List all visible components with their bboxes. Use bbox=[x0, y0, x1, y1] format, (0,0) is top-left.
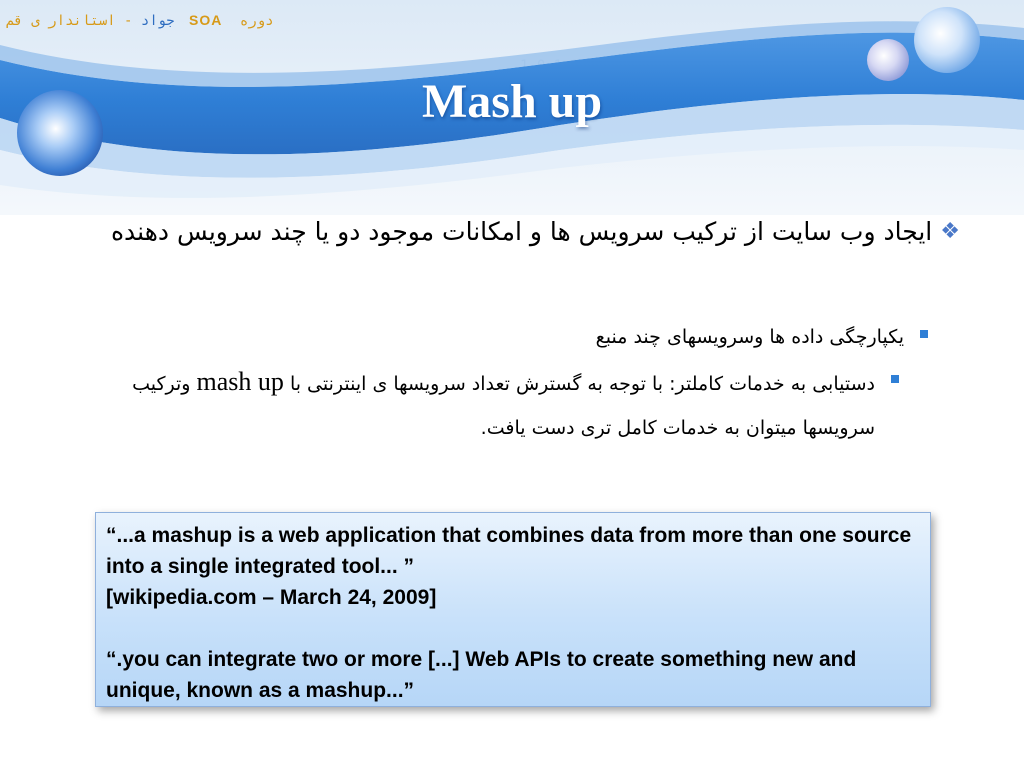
caption-right-word: دوره bbox=[239, 13, 274, 29]
sub-bullet-2-text-after: وترکیب سرویسها میتوان به خدمات کامل تری دست یافت. bbox=[132, 373, 875, 439]
caption-soa: SOA bbox=[189, 12, 223, 28]
sub-bullet-1 bbox=[64, 315, 904, 359]
diamond-cluster-icon: ❖ bbox=[940, 219, 960, 244]
sub-bullet-2 bbox=[60, 360, 875, 450]
main-bullet-text: ایجاد وب سایت از ترکیب سرویس ها و امکانات موجود دو یا چند سرویس دهنده bbox=[110, 217, 933, 246]
caption-middle: استاندار ی قم bbox=[6, 13, 116, 29]
caption-left-word: جواد bbox=[140, 13, 175, 29]
sub-bullet-1-text: یکپارچگی داده ها وسرویسهای چند منبع bbox=[595, 326, 904, 348]
quote-2: “.you can integrate two or more [...] Web APIs to create something new and unique, known as a mashup...” bbox=[106, 648, 857, 702]
square-bullet-icon bbox=[891, 375, 899, 383]
slide-title: Mash up bbox=[421, 75, 603, 128]
quote-box bbox=[95, 512, 931, 707]
decorative-orb-top-right bbox=[914, 7, 980, 73]
quote-1: “...a mashup is a web application that combines data from more than one source into a single integrated tool... ” bbox=[106, 524, 912, 578]
sub-bullet-2-text-before: دستیابی به خدمات کاملتر: با توجه به گسترش تعداد سرویسها ی اینترنتی با bbox=[289, 373, 875, 395]
square-bullet-icon bbox=[920, 330, 928, 338]
quote-citation: [wikipedia.com – March 24, 2009] bbox=[106, 586, 437, 609]
header-caption bbox=[6, 12, 274, 29]
caption-dash: - bbox=[124, 13, 133, 29]
sub-bullet-2-latin: mash up bbox=[196, 367, 284, 396]
quote-spacer bbox=[106, 613, 920, 644]
main-bullet bbox=[60, 208, 960, 256]
